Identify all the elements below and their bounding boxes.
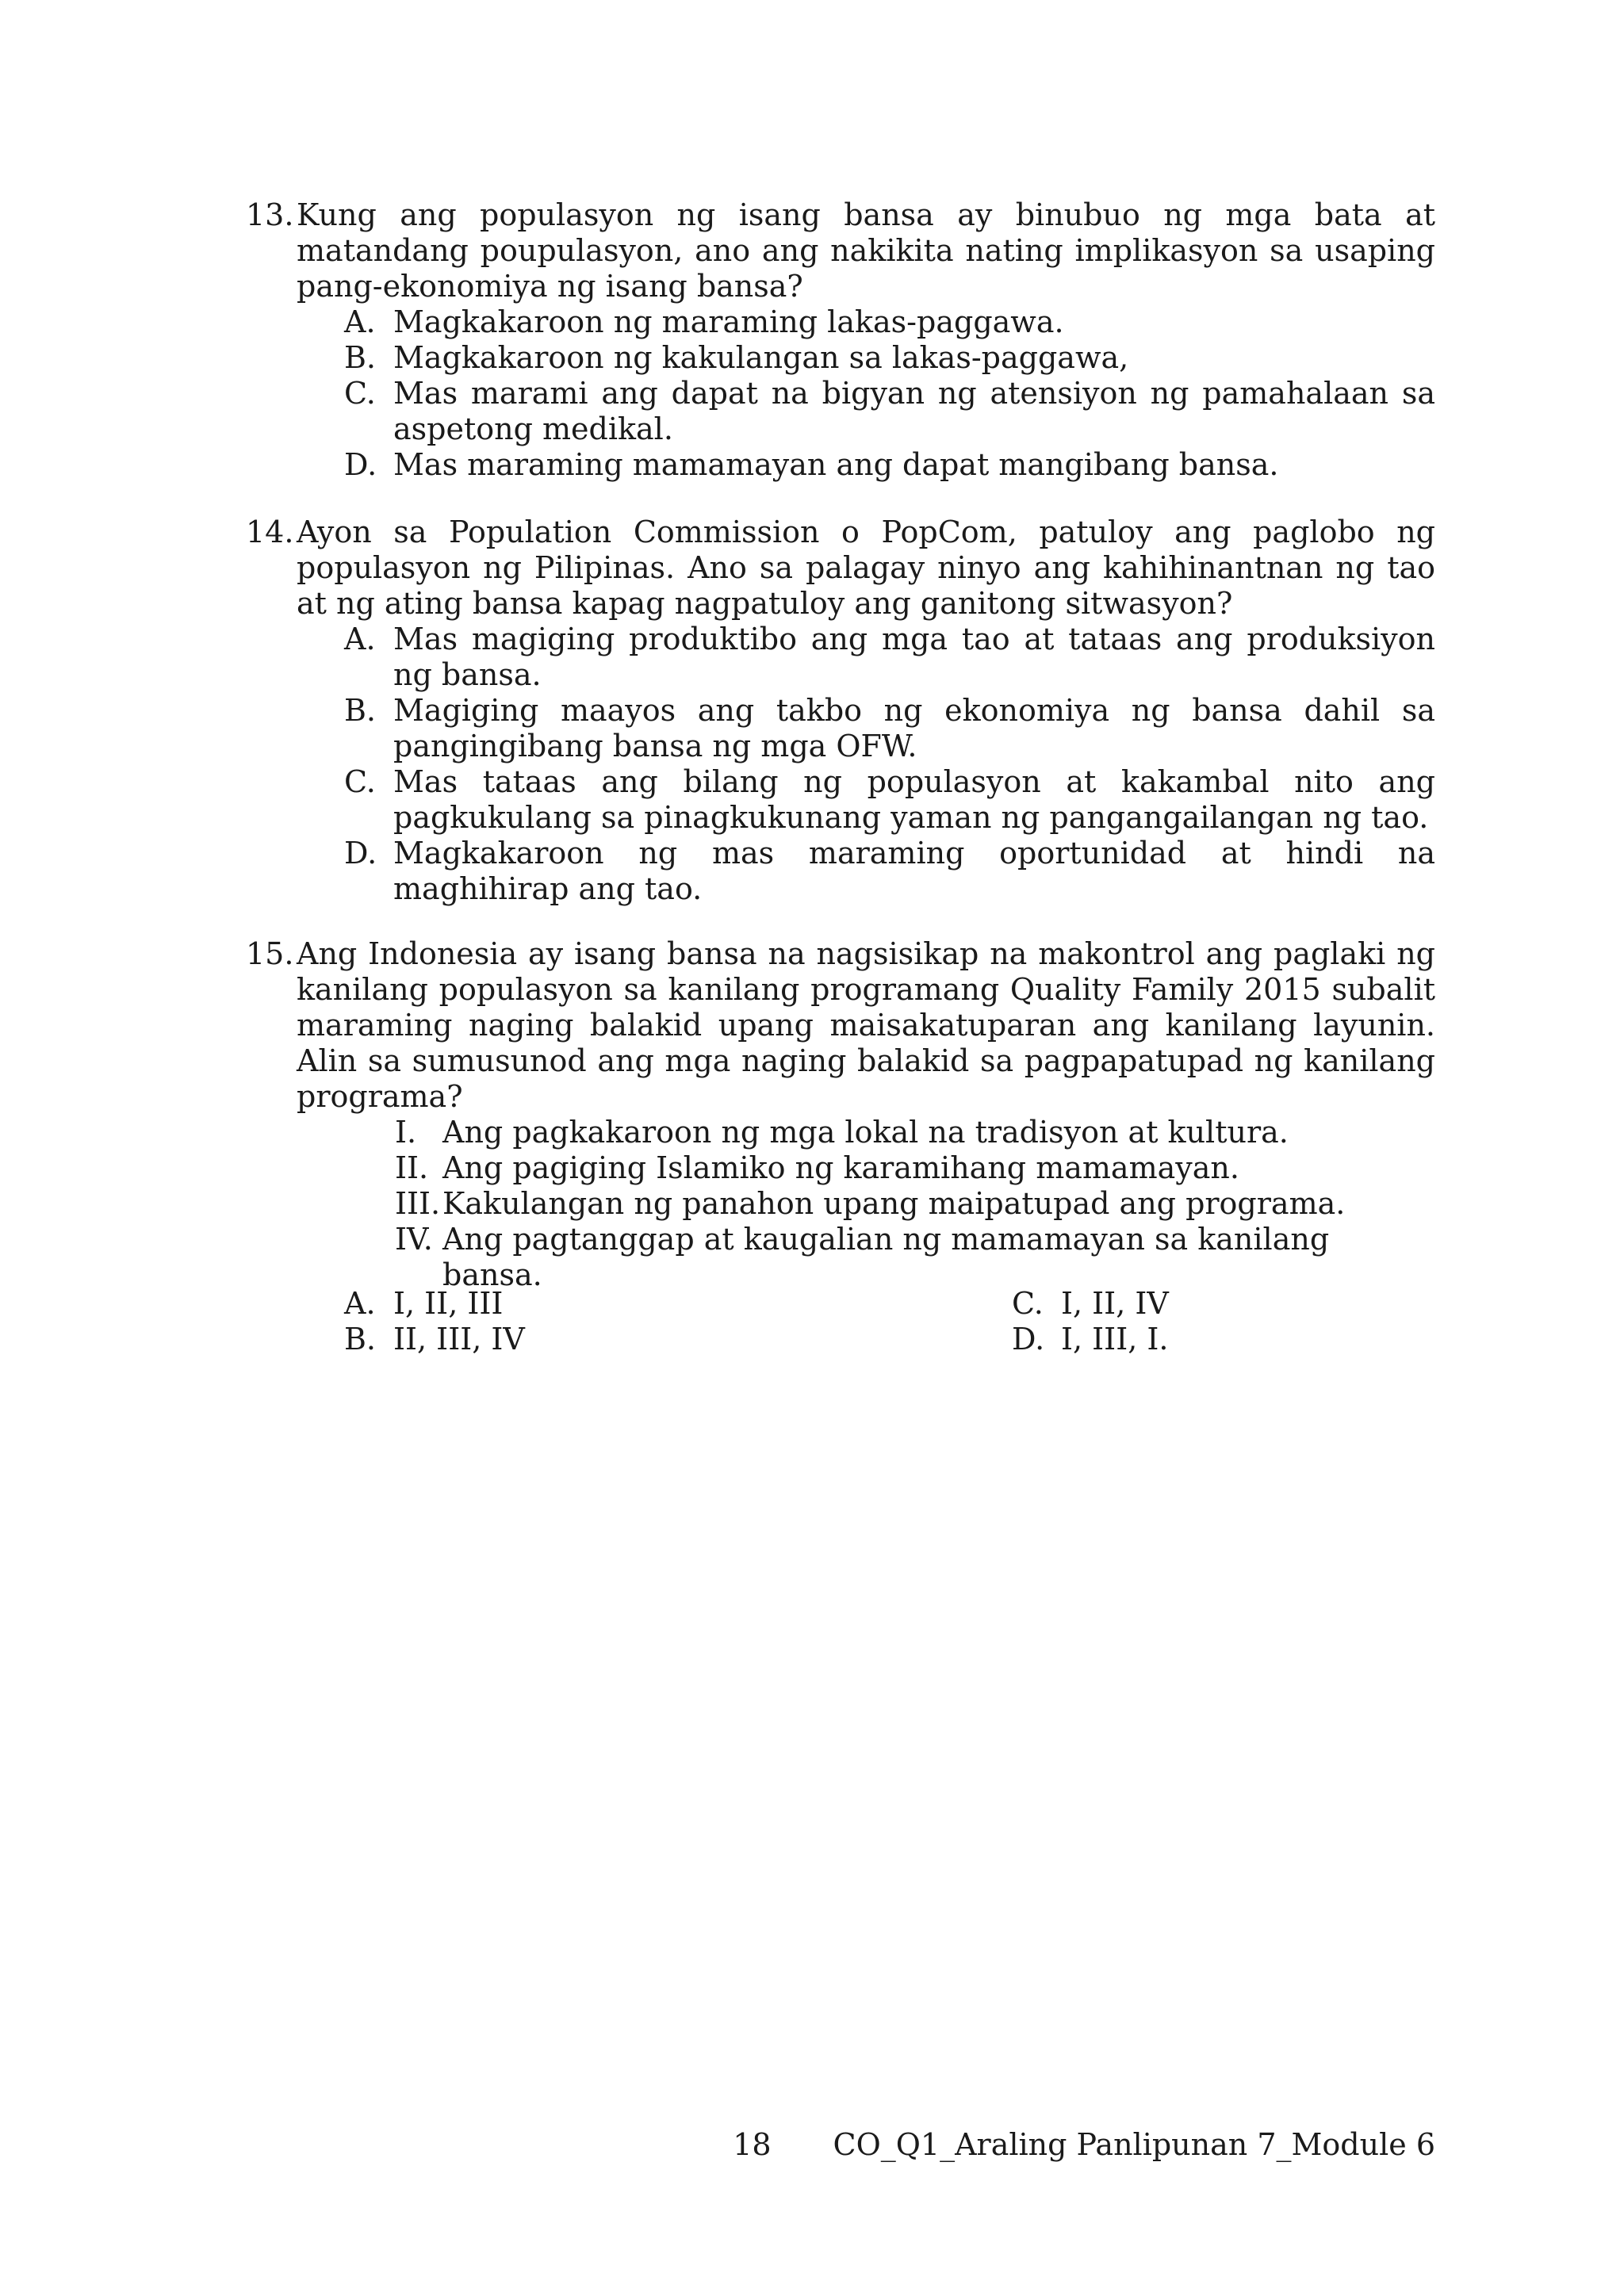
- choice-c: [1012, 1286, 1169, 1322]
- choice-letter: A.: [344, 1286, 376, 1321]
- statement-i: [395, 1115, 1435, 1150]
- choice-text: I, II, IV: [1061, 1286, 1169, 1321]
- statement-text: Ang pagtanggap at kaugalian ng mamamayan sa kanilang bansa.: [442, 1222, 1330, 1292]
- option-text: Magiging maayos ang takbo ng ekonomiya ng bansa dahil sa pangingibang bansa ng mga OFW.: [393, 693, 1435, 763]
- choice-letter: B.: [344, 1322, 377, 1357]
- option-letter: D.: [344, 836, 377, 871]
- option-letter: C.: [344, 764, 376, 799]
- option-text: Mas magiging produktibo ang mga tao at tataas ang produksiyon ng bansa.: [393, 622, 1435, 692]
- answer-row: [344, 1322, 1296, 1357]
- choice-text: I, III, I.: [1061, 1322, 1169, 1357]
- option-list: [344, 304, 1435, 483]
- statement-numeral: I.: [395, 1115, 417, 1150]
- option-letter: B.: [344, 693, 377, 728]
- option-a: [344, 622, 1435, 693]
- option-c: [344, 376, 1435, 447]
- statement-numeral: II.: [395, 1150, 429, 1185]
- option-list: [344, 622, 1435, 907]
- choice-d: [1012, 1322, 1168, 1357]
- option-text: Magkakaroon ng mas maraming oportunidad at hindi na maghihirap ang tao.: [393, 836, 1435, 906]
- statement-text: Ang pagkakaroon ng mga lokal na tradisyon at kultura.: [442, 1115, 1289, 1150]
- question-text: Kung ang populasyon ng isang bansa ay binubuo ng mga bata at matandang poupulasyon, ano ang nakikita nating implikasyon sa usaping pang-ekonomiya ng isang bansa?: [297, 197, 1435, 304]
- question-stem: [246, 197, 1435, 304]
- option-b: [344, 340, 1435, 376]
- option-letter: A.: [344, 304, 376, 339]
- statement-text: Ang pagiging Islamiko ng karamihang mamamayan.: [442, 1150, 1239, 1185]
- option-text: Mas maraming mamamayan ang dapat mangibang bansa.: [393, 447, 1279, 482]
- question-stem: [246, 515, 1435, 622]
- page-footer: [733, 2127, 1435, 2163]
- page-number: 18: [733, 2127, 772, 2162]
- choice-text: I, II, III: [393, 1286, 504, 1321]
- choice-a: [344, 1286, 503, 1322]
- statement-iv: [395, 1222, 1435, 1293]
- question-13: [246, 197, 1435, 483]
- statement-numeral: III.: [395, 1186, 441, 1221]
- option-text: Magkakaroon ng maraming lakas-paggawa.: [393, 304, 1064, 339]
- option-text: Mas tataas ang bilang ng populasyon at kakambal nito ang pagkukulang sa pinagkukunang yaman ng pangangailangan ng tao.: [393, 764, 1435, 835]
- option-letter: C.: [344, 376, 376, 411]
- question-stem: [246, 936, 1435, 1115]
- question-number: 14.: [246, 515, 294, 549]
- statement-ii: [395, 1150, 1435, 1186]
- question-text: Ayon sa Population Commission o PopCom, patuloy ang paglobo ng populasyon ng Pilipinas. Ano sa palagay ninyo ang kahihinantnan ng tao at ng ating bansa kapag nagpatuloy ang ganitong sitwasyon?: [297, 515, 1435, 621]
- option-text: Magkakaroon ng kakulangan sa lakas-paggawa,: [393, 340, 1129, 375]
- choice-letter: C.: [1012, 1286, 1044, 1321]
- module-code: CO_Q1_Araling Panlipunan 7_Module 6: [833, 2127, 1435, 2162]
- statement-numeral: IV.: [395, 1222, 433, 1257]
- choice-letter: D.: [1012, 1322, 1045, 1357]
- option-text: Mas marami ang dapat na bigyan ng atensiyon ng pamahalaan sa aspetong medikal.: [393, 376, 1435, 446]
- choice-text: II, III, IV: [393, 1322, 525, 1357]
- answer-row: [344, 1286, 1296, 1322]
- option-c: [344, 764, 1435, 836]
- option-d: [344, 447, 1435, 483]
- statement-list: [395, 1115, 1435, 1293]
- question-number: 13.: [246, 197, 294, 232]
- statement-text: Kakulangan ng panahon upang maipatupad ang programa.: [442, 1186, 1346, 1221]
- question-14: [246, 515, 1435, 907]
- option-a: [344, 304, 1435, 340]
- question-15: [246, 936, 1435, 1293]
- option-b: [344, 693, 1435, 764]
- question-text: Ang Indonesia ay isang bansa na nagsisikap na makontrol ang paglaki ng kanilang populasyon sa kanilang programang Quality Family 2015 subalit maraming naging balakid upang maisakatuparan ang kanilang layunin. Alin sa sumusunod ang mga naging balakid sa pagpapatupad ng kanilang programa?: [297, 936, 1435, 1114]
- option-letter: B.: [344, 340, 377, 375]
- option-letter: D.: [344, 447, 377, 482]
- choice-b: [344, 1322, 525, 1357]
- statement-iii: [395, 1186, 1435, 1222]
- option-letter: A.: [344, 622, 376, 656]
- question-number: 15.: [246, 936, 294, 971]
- option-d: [344, 836, 1435, 907]
- answer-choices: [344, 1286, 1296, 1357]
